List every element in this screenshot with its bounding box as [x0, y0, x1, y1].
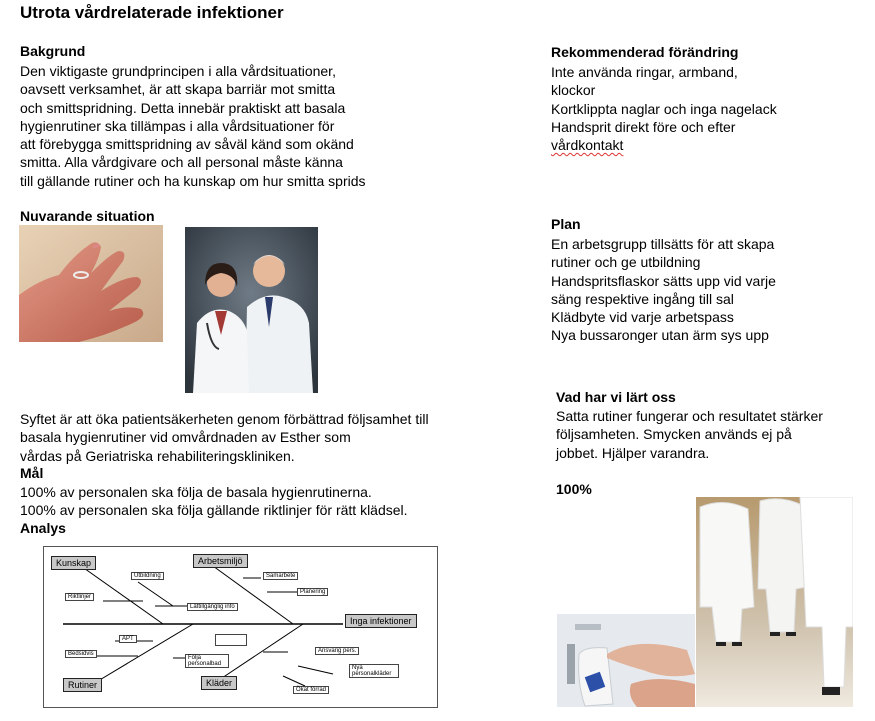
diagram-label-apt: APT: [119, 635, 137, 643]
diagram-label-riktlinjer: Riktlinjer: [65, 593, 94, 601]
rek-line: klockor: [551, 82, 596, 99]
lart-heading: Vad har vi lärt oss: [556, 389, 676, 405]
diagram-box-arbetsmiljo: Arbetsmiljö: [193, 554, 248, 568]
bakgrund-line: till gällande rutiner och ha kunskap om hur smitta sprids: [20, 172, 366, 189]
rek-line: Handsprit direkt före och efter: [551, 118, 736, 135]
bakgrund-text: [20, 62, 366, 190]
bakgrund-line: Den viktigaste grundprincipen i alla vårdsituationer,: [20, 63, 336, 79]
syfte-text: [20, 410, 429, 465]
lart-line: följsamheten. Smycken används ej på: [556, 426, 792, 443]
diagram-label-samarbete: Samarbete: [263, 572, 298, 580]
diagram-label-ansvarig: Ansvarig pers.: [315, 647, 359, 655]
bakgrund-line: smitta. Alla vårdgivare och all personal måste känna: [20, 154, 343, 171]
plan-line: Nya bussaronger utan ärm sys upp: [551, 327, 769, 344]
rek-heading: Rekommenderad förändring: [551, 44, 739, 60]
diagram-empty-box: [215, 634, 247, 646]
syfte-line: vårdas på Geriatriska rehabiliteringskliniken.: [20, 447, 295, 464]
doctors-photo: [185, 227, 318, 393]
diagram-box-inga: Inga infektioner: [345, 614, 417, 628]
lart-line: Satta rutiner fungerar och resultatet stärker: [556, 408, 823, 424]
analys-heading: Analys: [20, 520, 66, 536]
diagram-box-kunskap: Kunskap: [51, 556, 96, 570]
diagram-label-bedsidvis: Bedsidvis: [65, 650, 97, 658]
plan-text: [551, 235, 776, 345]
plan-heading: Plan: [551, 216, 581, 232]
plan-line: Klädbyte vid varje arbetspass: [551, 309, 734, 326]
bakgrund-line: och smittspridning. Detta innebär praktiskt att basala: [20, 99, 346, 116]
bakgrund-line: oavsett verksamhet, är att skapa barriär mot smitta: [20, 81, 336, 98]
mal-heading: Mål: [20, 465, 44, 481]
plan-line: Handspritsflaskor sätts upp vid varje: [551, 272, 776, 289]
diagram-box-klader: Kläder: [201, 676, 237, 690]
fishbone-diagram: [43, 546, 438, 708]
diagram-label-nya: Nya personalkläder: [349, 664, 399, 678]
diagram-label-okat: Ökat förrad: [293, 686, 329, 694]
plan-line: säng respektive ingång till sal: [551, 290, 734, 307]
nurses-photo: [696, 497, 853, 707]
mal-line: 100% av personalen ska följa de basala hygienrutinerna.: [20, 484, 372, 500]
rek-line: vårdkontakt: [551, 137, 624, 154]
syfte-line: Syftet är att öka patientsäkerheten genom förbättrad följsamhet till: [20, 411, 429, 427]
sanitizer-photo: [557, 614, 695, 707]
bakgrund-heading: Bakgrund: [20, 43, 86, 59]
mal-text: [20, 483, 408, 520]
page-title: Utrota vårdrelaterade infektioner: [20, 3, 284, 22]
nuvarande-heading: Nuvarande situation: [20, 208, 155, 224]
hand-photo: [19, 225, 163, 342]
lart-text: [556, 407, 823, 462]
diagram-box-rutiner: Rutiner: [63, 678, 102, 692]
diagram-label-lattillganglig: Lättillgänglig info: [187, 603, 238, 611]
plan-line: En arbetsgrupp tillsätts för att skapa: [551, 236, 775, 252]
syfte-line: basala hygienrutiner vid omvårdnaden av Esther som: [20, 429, 351, 446]
diagram-label-folja: Följa personalbad: [185, 654, 229, 668]
diagram-label-planering: Planering: [297, 588, 328, 596]
bakgrund-line: att förebygga smittspridning av såväl känd som okänd: [20, 136, 354, 153]
diagram-label-utbildning: Utbildning: [131, 572, 164, 580]
result-value: 100%: [556, 481, 592, 497]
rek-line: Inte använda ringar, armband,: [551, 64, 738, 80]
plan-line: rutiner och ge utbildning: [551, 254, 701, 271]
rek-line: Kortklippta naglar och inga nagelack: [551, 100, 777, 117]
lart-line: jobbet. Hjälper varandra.: [556, 444, 710, 461]
mal-line: 100% av personalen ska följa gällande riktlinjer för rätt klädsel.: [20, 502, 408, 519]
bakgrund-line: hygienrutiner ska tillämpas i alla vårdsituationer för: [20, 117, 335, 134]
rek-text: [551, 63, 777, 154]
